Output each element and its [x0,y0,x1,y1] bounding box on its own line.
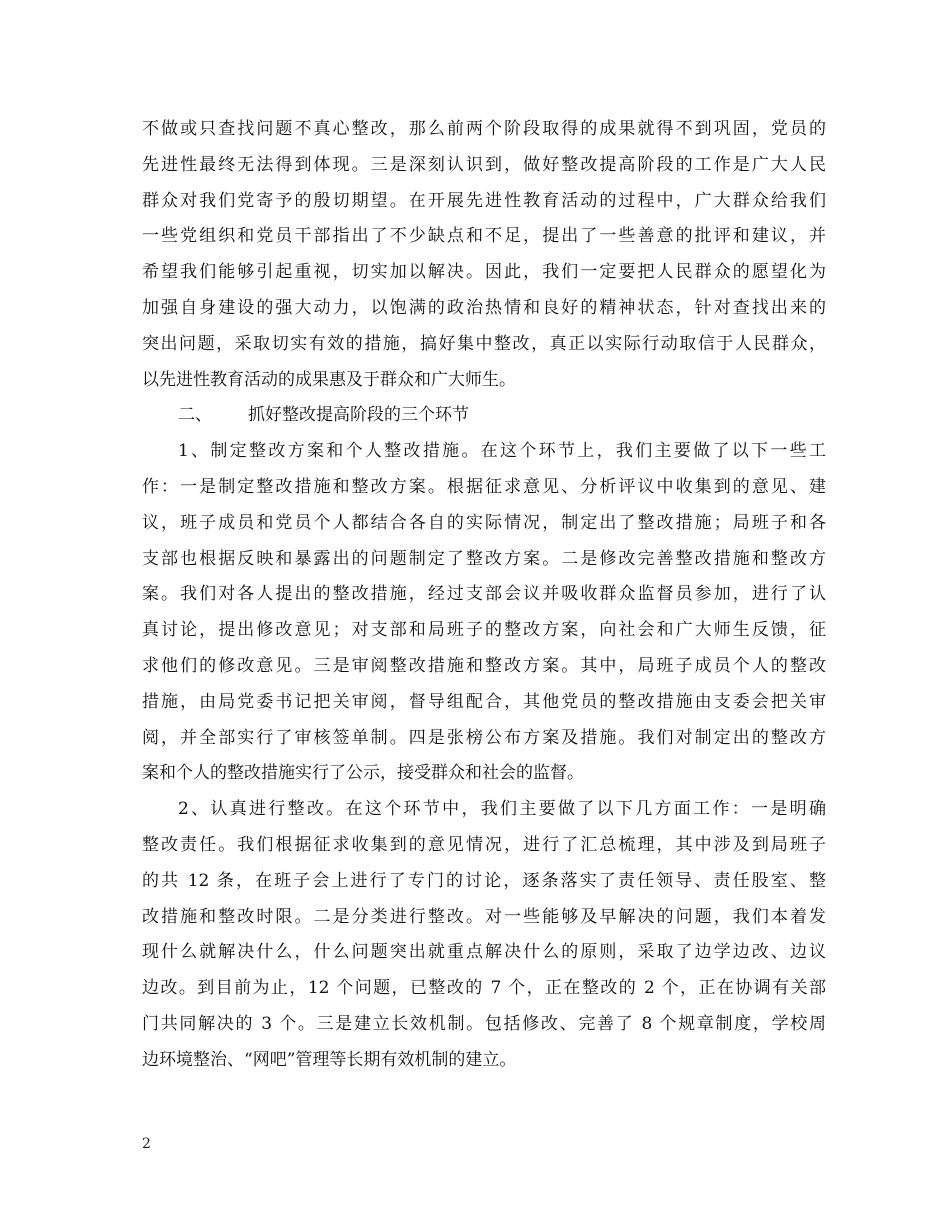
text-line: 案。我们对各人提出的整改措施，经过支部会议并吸收群众监督员参加，进行了认 [142,584,826,605]
text-line: 1、制定整改方案和个人整改措施。在这个环节上，我们主要做了以下一些工 [178,441,826,462]
text-line: 群众对我们党寄予的殷切期望。在开展先进性教育活动的过程中，广大群众给我们 [142,190,826,211]
text-line: 先进性最终无法得到体现。三是深刻认识到，做好整改提高阶段的工作是广大人民 [142,154,826,175]
text-line: 作：一是制定整改措施和整改方案。根据征求意见、分析评议中收集到的意见、建 [142,476,826,497]
paragraph-continuation [142,112,826,398]
text-line: 希望我们能够引起重视，切实加以解决。因此，我们一定要把人民群众的愿望化为 [142,262,826,283]
section-heading [142,398,826,434]
text-line: 的共 12 条，在班子会上进行了专门的讨论，逐条落实了责任领导、责任股室、整 [142,870,826,891]
text-line: 支部也根据反映和暴露出的问题制定了整改方案。二是修改完善整改措施和整改方 [142,548,826,569]
section-heading-number: 二、 [178,405,212,426]
document-body [142,112,826,1079]
text-line: 突出问题，采取切实有效的措施，搞好集中整改，真正以实际行动取信于人民群众， [142,333,826,354]
page-number: 2 [142,1136,151,1152]
text-line: 改措施和整改时限。二是分类进行整改。对一些能够及早解决的问题，我们本着发 [142,906,826,927]
text-line: 议，班子成员和党员个人都结合各自的实际情况，制定出了整改措施；局班子和各 [142,512,826,533]
text-line: 边改。到目前为止，12 个问题，已整改的 7 个，正在整改的 2 个，正在协调有关部 [142,978,826,999]
text-line: 不做或只查找问题不真心整改，那么前两个阶段取得的成果就得不到巩固，党员的 [142,119,826,139]
text-line: 真讨论，提出修改意见；对支部和局班子的整改方案，向社会和广大师生反馈，征 [142,620,826,641]
text-line: 以先进性教育活动的成果惠及于群众和广大师生。 [142,369,516,390]
paragraph-step-2 [142,792,826,1078]
text-line: 求他们的修改意见。三是审阅整改措施和整改方案。其中，局班子成员个人的整改 [142,655,826,676]
text-line: 一些党组织和党员干部指出了不少缺点和不足，提出了一些善意的批评和建议，并 [142,226,826,247]
section-heading-title: 抓好整改提高阶段的三个环节 [248,405,469,426]
text-line: 措施，由局党委书记把关审阅，督导组配合，其他党员的整改措施由支委会把关审 [142,691,826,712]
text-line: 门共同解决的 3 个。三是建立长效机制。包括修改、完善了 8 个规章制度，学校周 [142,1013,826,1034]
text-line: 阅，并全部实行了审核签单制。四是张榜公布方案及措施。我们对制定出的整改方 [142,727,826,748]
paragraph-step-1 [142,434,826,792]
text-line: 边环境整治、“网吧”管理等长期有效机制的建立。 [142,1049,517,1070]
text-line: 整改责任。我们根据征求收集到的意见情况，进行了汇总梳理，其中涉及到局班子 [142,834,826,855]
text-line: 案和个人的整改措施实行了公示，接受群众和社会的监督。 [142,763,584,784]
text-line: 现什么就解决什么，什么问题突出就重点解决什么的原则，采取了边学边改、边议 [142,942,826,963]
text-line: 2、认真进行整改。在这个环节中，我们主要做了以下几方面工作：一是明确 [178,799,826,820]
text-line: 加强自身建设的强大动力，以饱满的政治热情和良好的精神状态，针对查找出来的 [142,297,826,318]
